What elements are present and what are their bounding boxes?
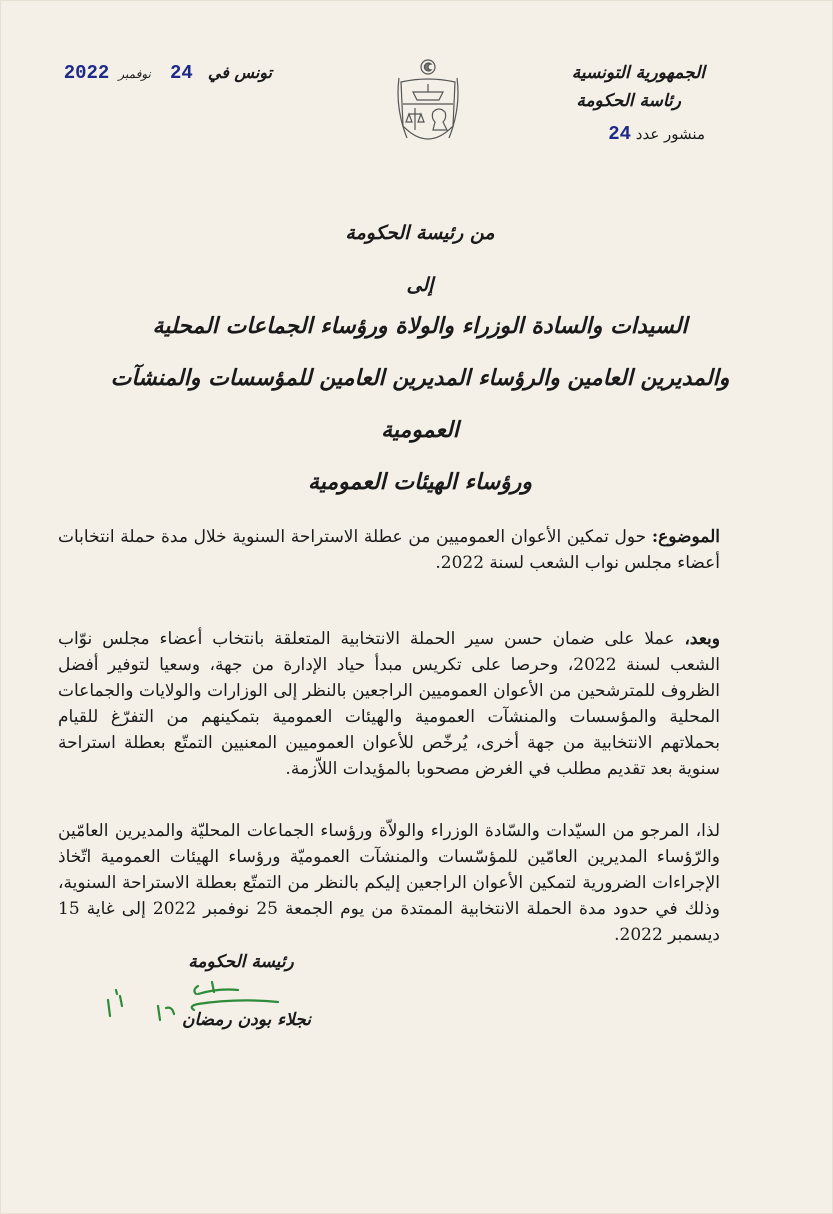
coat-of-arms-icon bbox=[395, 56, 461, 156]
date-year: 2022 bbox=[63, 62, 110, 84]
republic-name: الجمهورية التونسية bbox=[571, 63, 705, 83]
address-block bbox=[80, 218, 760, 508]
sender-line: من رئيسة الحكومة bbox=[345, 222, 495, 244]
date-day: 24 bbox=[169, 62, 193, 84]
date-month: نوفمبر bbox=[118, 67, 151, 81]
paragraph-lead: وبعد، bbox=[684, 629, 720, 649]
signer-name: نجلاء بودن رمضان bbox=[182, 1010, 311, 1030]
subject-text: حول تمكين الأعوان العموميين من عطلة الاستراحة السنوية خلال مدة حملة انتخابات أعضاء مجلس نواب الشعب لسنة 2022. bbox=[58, 527, 720, 573]
to-line: إلى bbox=[406, 274, 434, 296]
body-paragraph-1 bbox=[58, 626, 720, 782]
header-issuer bbox=[545, 60, 705, 148]
signer-title: رئيسة الحكومة bbox=[188, 952, 294, 972]
presidency-name: رئاسة الحكومة bbox=[576, 91, 681, 111]
subject-label: الموضوع: bbox=[651, 527, 720, 547]
paragraph-text: عملا على ضمان حسن سير الحملة الانتخابية المتعلقة بانتخاب أعضاء مجلس نوّاب الشعب لسنة 2022، وحرصا على تكريس مبدأ حياد الإدارة من جهة، وسعيا لتوفير أفضل الظروف للمترشحين من الأعوان العموميين الراجعين بالنظر إلى الوزارات والولايات والجماعات المحلية والمؤسسات والمنشآت العمومية والهيئات العمومية بتمكينهم من التفرّغ للقيام بحملاتهم الانتخابية من جهة أخرى، يُرخّص للأعوان العموميين المعنيين التمتّع بعطلة استراحة سنوية بعد تقديم مطلب في الغرض مصحوبا بالمؤيدات اللاّزمة. bbox=[58, 629, 721, 779]
body-paragraph-2: لذا، المرجو من السيّدات والسّادة الوزراء والولاّة ورؤساء الجماعات المحليّة والمديرين العامّين والرّؤساء المديرين العامّين للمؤسّسات والمنشآت العموميّة ورؤساء الهيئات العمومية اتّخاذ الإجراءات الضرورية لتمكين الأعوان الراجعين إليكم بالنظر من التمتّع بعطلة الاستراحة السنوية، وذلك في حدود مدة الحملة الانتخابية الممتدة من يوم الجمعة 25 نوفمبر 2022 إلى غاية 15 ديسمبر 2022. bbox=[58, 821, 721, 945]
addressee-line: السيدات والسادة الوزراء والولاة ورؤساء الجماعات المحلية bbox=[152, 313, 688, 339]
place-label: تونس في bbox=[207, 63, 272, 82]
header-date bbox=[52, 62, 272, 84]
circular-number: 24 bbox=[608, 123, 631, 145]
addressee-line: ورؤساء الهيئات العمومية bbox=[307, 469, 533, 495]
handwritten-signature-icon bbox=[88, 972, 288, 1042]
circular-label: منشور عدد bbox=[635, 125, 705, 143]
circular-number-line bbox=[545, 120, 705, 148]
subject-paragraph bbox=[58, 524, 720, 576]
addressee-line: والمديرين العامين والرؤساء المديرين العامين للمؤسسات والمنشآت العمومية bbox=[110, 365, 730, 443]
